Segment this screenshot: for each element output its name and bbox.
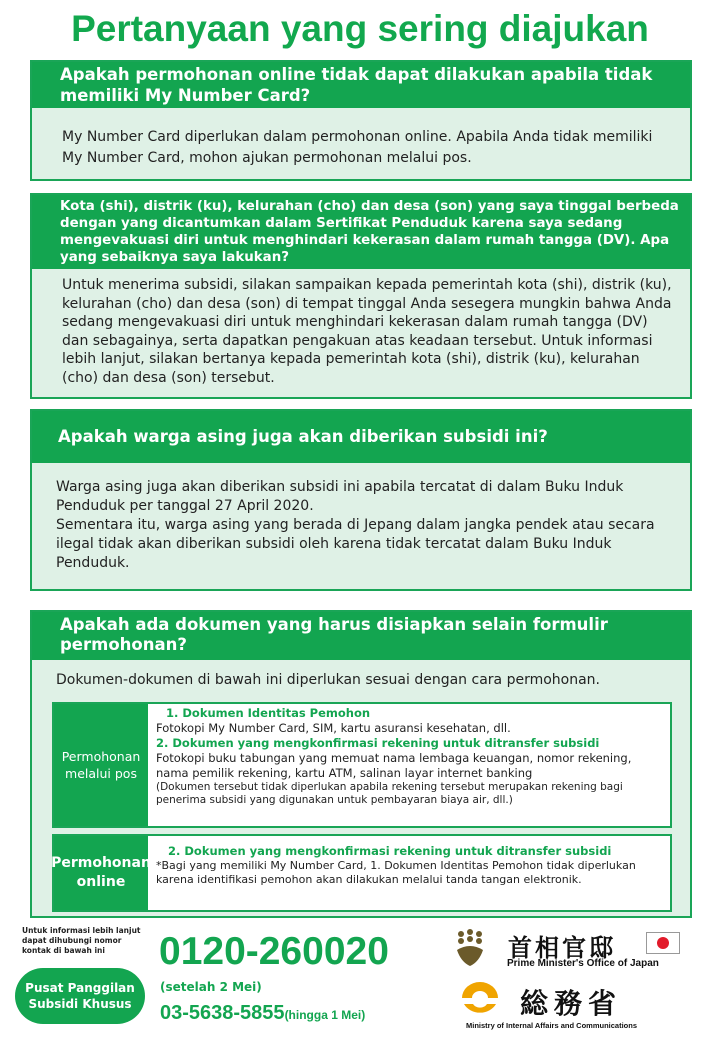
faq-intro: Dokumen-dokumen di bawah ini diperlukan sesuai dengan cara permohonan. bbox=[56, 672, 600, 688]
phone-main: 0120-260020 bbox=[159, 930, 389, 973]
paulownia-crest-icon bbox=[455, 928, 485, 968]
faq-card-dv-evacuation bbox=[30, 193, 692, 399]
faq-question: Kota (shi), distrik (ku), kelurahan (cho) dan desa (son) yang saya tinggal berbeda dengan yang dicantumkan dalam Sertifikat Penduduk karena saya sedang mengevakuasi diri untuk menghindari kekerasan dalam rumah tangga (DV). Apa yang sebaiknya saya lakukan? bbox=[32, 195, 690, 269]
phone-alt bbox=[160, 1002, 365, 1025]
faq-answer-paragraph: Sementara itu, warga asing yang berada di Jepang dalam jangka pendek atau secara ilegal tidak akan diberikan subsidi oleh karena tidak tercatat dalam Buku Induk Penduduk. bbox=[56, 517, 655, 571]
mic-name-jp: 総務省 bbox=[520, 987, 623, 1020]
doc-note: *Bagi yang memiliki My Number Card, 1. Dokumen Identitas Pemohon tidak diperlukan karena identifikasi pemohon akan dilakukan melalui tanda tangan elektronik. bbox=[156, 859, 636, 886]
method-label: Permohonan melalui pos bbox=[54, 704, 148, 826]
method-docs bbox=[156, 706, 666, 807]
faq-card-my-number bbox=[30, 60, 692, 181]
mic-logo-icon bbox=[460, 980, 500, 1016]
contact-note: Untuk informasi lebih lanjut dapat dihubungi nomor kontak di bawah ini bbox=[22, 926, 141, 955]
faq-card-documents bbox=[30, 610, 692, 918]
mic-name-en: Ministry of Internal Affairs and Communications bbox=[466, 1021, 637, 1030]
faq-answer: My Number Card diperlukan dalam permohonan online. Apabila Anda tidak memiliki My Number Card, mohon ajukan permohonan melalui pos. bbox=[62, 129, 653, 166]
doc-title: 2. Dokumen yang mengkonfirmasi rekening untuk ditransfer subsidi bbox=[168, 844, 612, 858]
callcenter-badge: Pusat Panggilan Subsidi Khusus bbox=[15, 968, 145, 1024]
faq-answer bbox=[32, 463, 690, 573]
phone-alt-note: (hingga 1 Mei) bbox=[284, 1008, 366, 1022]
faq-answer: Untuk menerima subsidi, silakan sampaikan kepada pemerintah kota (shi), distrik (ku), kelurahan (cho) dan desa (son) di tempat tinggal Anda sesegera mungkin bahwa Anda sedang mengevakuasi diri untuk menghindari kekerasan dalam rumah tangga (DV) dan sebagainya, serta dapatkan pengakuan atas keadaan tersebut. Untuk informasi lebih lanjut, silakan bertanya kepada pemerintah kota (shi), distrik (ku), kelurahan (cho) dan desa (son) tersebut. bbox=[62, 277, 672, 386]
page-title: Pertanyaan yang sering diajukan bbox=[71, 8, 649, 49]
phone-main-note: (setelah 2 Mei) bbox=[160, 980, 262, 994]
faq-answer-paragraph: Warga asing juga akan diberikan subsidi ini apabila tercatat di dalam Buku Induk Penduduk per tanggal 27 April 2020. bbox=[56, 479, 624, 514]
pm-office-name-jp: 首相官邸 bbox=[508, 934, 616, 962]
faq-question: Apakah ada dokumen yang harus disiapkan selain formulir permohonan? bbox=[32, 612, 690, 660]
doc-title: 2. Dokumen yang mengkonfirmasi rekening untuk ditransfer subsidi bbox=[156, 736, 600, 750]
doc-title: 1. Dokumen Identitas Pemohon bbox=[166, 706, 371, 720]
method-docs bbox=[156, 844, 666, 887]
faq-card-foreign-residents bbox=[30, 409, 692, 591]
doc-text: Fotokopi My Number Card, SIM, kartu asuransi kesehatan, dll. bbox=[156, 721, 511, 735]
japan-flag-icon bbox=[646, 932, 680, 954]
method-label: Permohonan online bbox=[54, 836, 148, 910]
pm-office-name-en: Prime Minister's Office of Japan bbox=[507, 958, 659, 969]
method-post bbox=[52, 702, 672, 828]
doc-text: Fotokopi buku tabungan yang memuat nama lembaga keuangan, nomor rekening, nama pemilik rekening, kartu ATM, salinan layar internet banking bbox=[156, 751, 632, 780]
method-online bbox=[52, 834, 672, 912]
faq-question: Apakah warga asing juga akan diberikan subsidi ini? bbox=[32, 411, 690, 463]
faq-question: Apakah permohonan online tidak dapat dilakukan apabila tidak memiliki My Number Card? bbox=[32, 62, 690, 108]
phone-alt-number: 03-5638-5855 bbox=[160, 1002, 285, 1024]
doc-note: (Dokumen tersebut tidak diperlukan apabila rekening tersebut merupakan rekening bagi penerima subsidi yang digunakan untuk pembayaran biaya air, dll.) bbox=[156, 781, 623, 806]
